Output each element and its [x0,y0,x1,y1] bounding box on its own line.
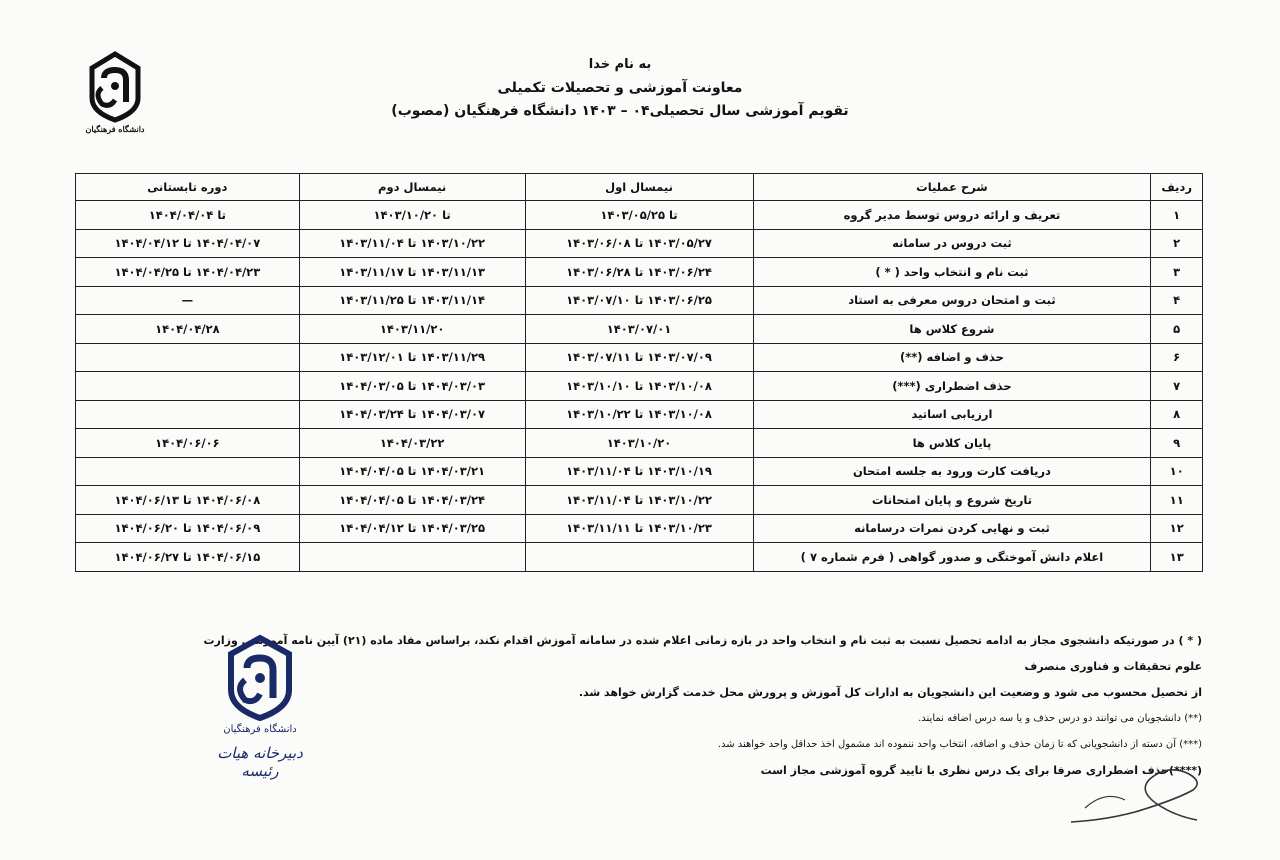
col-header-semester-1: نیمسال اول [525,174,753,201]
operation-cell: ثبت دروس در سامانه [753,229,1151,258]
row-number: ۷ [1151,372,1203,401]
summer-cell: ۱۴۰۴/۰۶/۰۶ [76,429,300,458]
col-header-row-number: ردیف [1151,174,1203,201]
stamp-emblem-icon [205,632,315,724]
footnote-4: (****)حذف اضطراری صرفا برای یک درس نظری با تایید گروه آموزشی مجاز است [760,764,1202,777]
footnote-1a: ( * ) در صورتیکه دانشجوی مجاز به ادامه تحصیل نسبت به ثبت نام و انتخاب واحد در بازه زمانی اعلام شده در سامانه آموزش اقدام نکند، براساس مفاد ماده (۲۱) آیین نامه آموزشی وزارت علوم تحقیقات و فناوری منصرف [203,634,1202,673]
row-number: ۹ [1151,429,1203,458]
stamp-line-1: دانشگاه فرهنگیان [223,724,297,735]
table-row [76,372,1203,401]
summer-cell: ۱۴۰۴/۰۶/۰۸ تا ۱۴۰۴/۰۶/۱۳ [76,486,300,515]
summer-cell [76,343,300,372]
col-header-summer: دوره تابستانی [76,174,300,201]
footnotes [202,628,1202,784]
academic-calendar-table [75,173,1203,572]
operation-cell: ثبت و نهایی کردن نمرات درسامانه [753,514,1151,543]
footnote-3: (***) آن دسته از دانشجویانی که تا زمان حذف و اضافه، انتخاب واحد ننموده اند مشمول اخذ حداقل واحد خواهند شد. [717,739,1202,750]
logo-caption: دانشگاه فرهنگیان [85,124,145,134]
semester-1-cell: ۱۴۰۳/۱۰/۲۰ [525,429,753,458]
operation-cell: دریافت کارت ورود به جلسه امتحان [753,457,1151,486]
row-number: ۸ [1151,400,1203,429]
operation-cell: شروع کلاس ها [753,315,1151,344]
table-row [76,229,1203,258]
semester-2-cell: ۱۴۰۴/۰۳/۲۲ [299,429,525,458]
table-row [76,543,1203,572]
semester-1-cell [525,543,753,572]
signature-icon [1065,760,1205,830]
table-header-row [76,174,1203,201]
row-number: ۶ [1151,343,1203,372]
row-number: ۳ [1151,258,1203,287]
table-row [76,486,1203,515]
document-title: تقویم آموزشی سال تحصیلی۰۴ – ۱۴۰۳ دانشگاه فرهنگیان (مصوب) [391,103,849,119]
row-number: ۱۰ [1151,457,1203,486]
semester-1-cell: ۱۴۰۳/۰۷/۰۱ [525,315,753,344]
operation-cell: حذف اضطراری (***) [753,372,1151,401]
footnote-2: (**) دانشجویان می توانند دو درس حذف و یا سه درس اضافه نمایند. [918,713,1202,724]
table-row [76,343,1203,372]
semester-1-cell: ۱۴۰۳/۰۷/۰۹ تا ۱۴۰۳/۰۷/۱۱ [525,343,753,372]
semester-1-cell: ۱۴۰۳/۱۰/۰۸ تا ۱۴۰۳/۱۰/۱۰ [525,372,753,401]
row-number: ۱۳ [1151,543,1203,572]
semester-2-cell: ۱۴۰۳/۱۱/۱۳ تا ۱۴۰۳/۱۱/۱۷ [299,258,525,287]
semester-2-cell: ۱۴۰۳/۱۱/۲۰ [299,315,525,344]
summer-cell: — [76,286,300,315]
summer-cell: ۱۴۰۴/۰۴/۲۳ تا ۱۴۰۴/۰۴/۲۵ [76,258,300,287]
operation-cell: اعلام دانش آموختگی و صدور گواهی ( فرم شماره ۷ ) [753,543,1151,572]
summer-cell [76,400,300,429]
semester-2-cell: ۱۴۰۳/۱۱/۱۴ تا ۱۴۰۳/۱۱/۲۵ [299,286,525,315]
semester-2-cell [299,543,525,572]
table-row [76,429,1203,458]
operation-cell: تاریخ شروع و پایان امتحانات [753,486,1151,515]
semester-2-cell: ۱۴۰۳/۱۱/۲۹ تا ۱۴۰۳/۱۲/۰۱ [299,343,525,372]
table-row [76,514,1203,543]
row-number: ۱۲ [1151,514,1203,543]
table-row [76,315,1203,344]
semester-2-cell: ۱۴۰۴/۰۳/۰۳ تا ۱۴۰۴/۰۳/۰۵ [299,372,525,401]
semester-1-cell: تا ۱۴۰۳/۰۵/۲۵ [525,201,753,230]
row-number: ۴ [1151,286,1203,315]
university-emblem-icon [80,50,150,124]
row-number: ۵ [1151,315,1203,344]
semester-1-cell: ۱۴۰۳/۱۰/۱۹ تا ۱۴۰۳/۱۱/۰۴ [525,457,753,486]
official-stamp [205,632,315,782]
operation-cell: ارزیابی اساتید [753,400,1151,429]
operation-cell: حذف و اضافه (**) [753,343,1151,372]
row-number: ۱ [1151,201,1203,230]
table-row [76,201,1203,230]
operation-cell: تعریف و ارائه دروس توسط مدیر گروه [753,201,1151,230]
row-number: ۱۱ [1151,486,1203,515]
operation-cell: پایان کلاس ها [753,429,1151,458]
bismillah: به نام خدا [588,57,652,72]
operation-cell: ثبت نام و انتخاب واحد ( * ) [753,258,1151,287]
semester-1-cell: ۱۴۰۳/۱۰/۰۸ تا ۱۴۰۳/۱۰/۲۲ [525,400,753,429]
semester-2-cell: ۱۴۰۴/۰۳/۰۷ تا ۱۴۰۴/۰۳/۲۴ [299,400,525,429]
stamp-line-2: دبیرخانه هیات رئیسه [217,744,303,780]
col-header-operation: شرح عملیات [753,174,1151,201]
summer-cell: ۱۴۰۴/۰۶/۰۹ تا ۱۴۰۴/۰۶/۲۰ [76,514,300,543]
semester-2-cell: تا ۱۴۰۳/۱۰/۲۰ [299,201,525,230]
university-logo [80,50,150,142]
semester-2-cell: ۱۴۰۴/۰۳/۲۱ تا ۱۴۰۴/۰۴/۰۵ [299,457,525,486]
table-row [76,258,1203,287]
semester-1-cell: ۱۴۰۳/۱۰/۲۳ تا ۱۴۰۳/۱۱/۱۱ [525,514,753,543]
table-row [76,400,1203,429]
summer-cell: ۱۴۰۴/۰۶/۱۵ تا ۱۴۰۴/۰۶/۲۷ [76,543,300,572]
row-number: ۲ [1151,229,1203,258]
semester-1-cell: ۱۴۰۳/۰۶/۲۴ تا ۱۴۰۳/۰۶/۲۸ [525,258,753,287]
summer-cell: تا ۱۴۰۴/۰۴/۰۴ [76,201,300,230]
table-row [76,286,1203,315]
semester-1-cell: ۱۴۰۳/۰۵/۲۷ تا ۱۴۰۳/۰۶/۰۸ [525,229,753,258]
semester-2-cell: ۱۴۰۴/۰۳/۲۴ تا ۱۴۰۴/۰۴/۰۵ [299,486,525,515]
semester-1-cell: ۱۴۰۳/۱۰/۲۲ تا ۱۴۰۳/۱۱/۰۴ [525,486,753,515]
office-title: معاونت آموزشی و تحصیلات تکمیلی [497,80,743,96]
operation-cell: ثبت و امتحان دروس معرفی به استاد [753,286,1151,315]
table-row [76,457,1203,486]
document-header [360,55,880,124]
semester-2-cell: ۱۴۰۳/۱۰/۲۲ تا ۱۴۰۳/۱۱/۰۴ [299,229,525,258]
semester-2-cell: ۱۴۰۴/۰۳/۲۵ تا ۱۴۰۴/۰۴/۱۲ [299,514,525,543]
semester-1-cell: ۱۴۰۳/۰۶/۲۵ تا ۱۴۰۳/۰۷/۱۰ [525,286,753,315]
footnote-1b: از تحصیل محسوب می شود و وضعیت این دانشجویان به ادارات کل آموزش و پرورش محل خدمت گزارش خواهد شد. [578,686,1202,699]
summer-cell [76,457,300,486]
col-header-semester-2: نیمسال دوم [299,174,525,201]
summer-cell: ۱۴۰۴/۰۴/۰۷ تا ۱۴۰۴/۰۴/۱۲ [76,229,300,258]
summer-cell [76,372,300,401]
summer-cell: ۱۴۰۴/۰۴/۲۸ [76,315,300,344]
